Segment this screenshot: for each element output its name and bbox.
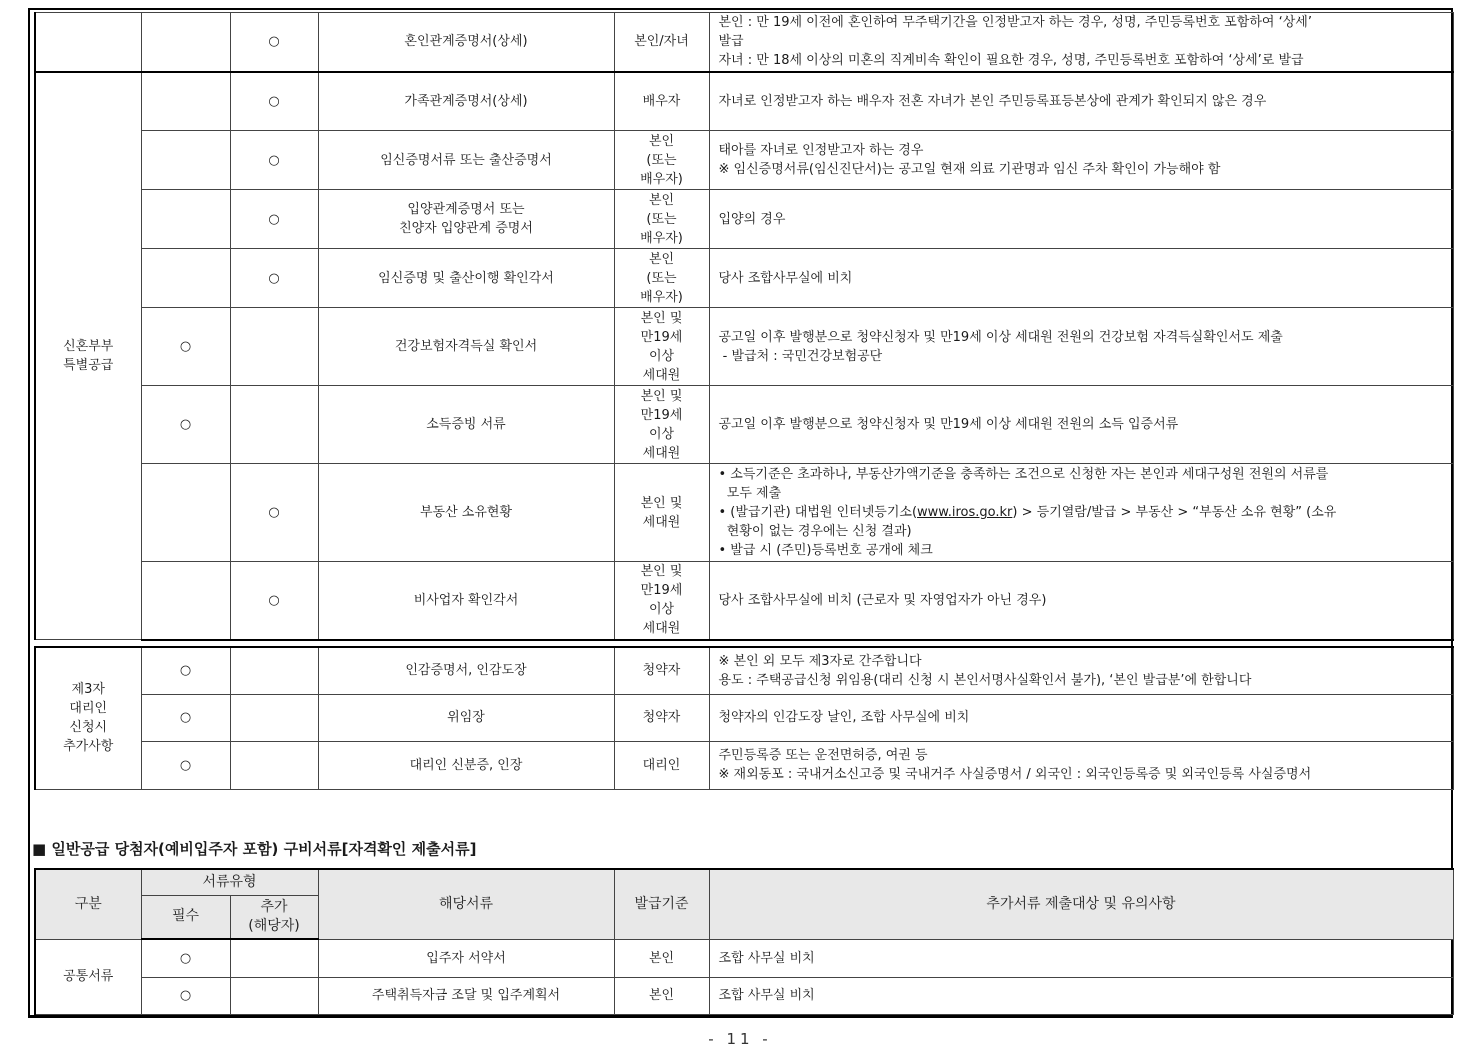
- required-mark: [141, 13, 230, 72]
- notes: 당사 조합사무실에 비치: [709, 249, 1453, 308]
- extra-mark: [230, 977, 318, 1014]
- extra-mark: [230, 386, 318, 464]
- group-label: 신혼부부 특별공급: [35, 72, 141, 640]
- table-row: [35, 694, 1453, 741]
- table-row: [35, 939, 1453, 977]
- table-row: [35, 562, 1453, 640]
- table-row: [35, 190, 1453, 249]
- document-name: 입주자 서약서: [318, 939, 614, 977]
- section-heading: ■ 일반공급 당첨자(예비입주자 포함) 구비서류[자격확인 제출서류]: [32, 840, 477, 858]
- document-name: 임신증명 및 출산이행 확인각서: [318, 249, 614, 308]
- table-row: [35, 464, 1453, 562]
- required-mark: ○: [141, 386, 230, 464]
- required-mark: ○: [141, 741, 230, 789]
- required-mark: ○: [141, 647, 230, 694]
- header-row: [35, 869, 1453, 895]
- extra-mark: [230, 939, 318, 977]
- document-name: 입양관계증명서 또는 친양자 입양관계 증명서: [318, 190, 614, 249]
- table-row: [35, 249, 1453, 308]
- notes: 청약자의 인감도장 날인, 조합 사무실에 비치: [709, 694, 1453, 741]
- extra-mark: ○: [230, 562, 318, 640]
- notes: 조합 사무실 비치: [709, 939, 1453, 977]
- notes: 입양의 경우: [709, 190, 1453, 249]
- required-mark: [141, 249, 230, 308]
- table-row: [35, 647, 1453, 694]
- extra-mark: ○: [230, 131, 318, 190]
- newlywed-documents-table: [34, 12, 1454, 641]
- issue-basis: 본인 (또는 배우자): [614, 249, 709, 308]
- group-label: 공통서류: [35, 939, 141, 1014]
- proxy-documents-table: [34, 646, 1454, 790]
- extra-mark: [230, 647, 318, 694]
- document-name: 비사업자 확인각서: [318, 562, 614, 640]
- group-cell: [35, 13, 141, 72]
- required-mark: [141, 562, 230, 640]
- extra-mark: ○: [230, 72, 318, 131]
- issue-basis: 대리인: [614, 741, 709, 789]
- col-doc-type: 서류유형: [141, 869, 318, 895]
- extra-mark: [230, 308, 318, 386]
- table-row: [35, 308, 1453, 386]
- col-notes: 추가서류 제출대상 및 유의사항: [709, 869, 1453, 939]
- table-row: [35, 72, 1453, 131]
- notes: 조합 사무실 비치: [709, 977, 1453, 1014]
- notes: 태아를 자녀로 인정받고자 하는 경우 ※ 임신증명서류(임신진단서)는 공고일 현재 의료 기관명과 임신 주차 확인이 가능해야 함: [709, 131, 1453, 190]
- document-name: 인감증명서, 인감도장: [318, 647, 614, 694]
- group-label: 제3자 대리인 신청시 추가사항: [35, 647, 141, 789]
- issue-basis: 본인 (또는 배우자): [614, 190, 709, 249]
- document-name: 위임장: [318, 694, 614, 741]
- issue-basis: 본인 및 만19세 이상 세대원: [614, 562, 709, 640]
- col-basis: 발급기준: [614, 869, 709, 939]
- table-row: [35, 131, 1453, 190]
- extra-mark: ○: [230, 249, 318, 308]
- required-mark: ○: [141, 308, 230, 386]
- issue-basis: 본인: [614, 939, 709, 977]
- required-mark: [141, 190, 230, 249]
- issue-basis: 본인: [614, 977, 709, 1014]
- required-mark: ○: [141, 939, 230, 977]
- issue-basis: 배우자: [614, 72, 709, 131]
- extra-mark: [230, 694, 318, 741]
- col-required: 필수: [141, 895, 230, 939]
- notes: • 소득기준은 초과하나, 부동산가액기준을 충족하는 조건으로 신청한 자는 본인과 세대구성원 전원의 서류를 모두 제출 • (발급기관) 대법원 인터넷등기소(www.iros.go.kr) > 등기열람/발급 > 부동산 > “부동산 소유 현황” (소유 현황이 없는 경우에는 신청 결과) • 발급 시 (주민)등록번호 공개에 체크: [709, 464, 1453, 562]
- notes: 공고일 이후 발행분으로 청약신청자 및 만19세 이상 세대원 전원의 소득 입증서류: [709, 386, 1453, 464]
- general-supply-table: [34, 868, 1454, 1015]
- table-row: [35, 977, 1453, 1014]
- required-mark: [141, 464, 230, 562]
- document-name: 임신증명서류 또는 출산증명서: [318, 131, 614, 190]
- document-name: 소득증빙 서류: [318, 386, 614, 464]
- notes: 자녀로 인정받고자 하는 배우자 전혼 자녀가 본인 주민등록표등본상에 관계가 확인되지 않은 경우: [709, 72, 1453, 131]
- document-name: 주택취득자금 조달 및 입주계획서: [318, 977, 614, 1014]
- required-mark: ○: [141, 977, 230, 1014]
- required-mark: [141, 72, 230, 131]
- extra-mark: ○: [230, 464, 318, 562]
- document-name: 부동산 소유현황: [318, 464, 614, 562]
- issue-basis: 청약자: [614, 694, 709, 741]
- col-document: 해당서류: [318, 869, 614, 939]
- issue-basis: 본인 및 만19세 이상 세대원: [614, 386, 709, 464]
- extra-mark: [230, 741, 318, 789]
- required-mark: ○: [141, 694, 230, 741]
- required-mark: [141, 131, 230, 190]
- extra-mark: ○: [230, 13, 318, 72]
- page-number: - 11 -: [708, 1030, 772, 1048]
- col-extra: 추가 (해당자): [230, 895, 318, 939]
- table-row: [35, 741, 1453, 789]
- issue-basis: 본인 및 세대원: [614, 464, 709, 562]
- issue-basis: 본인/자녀: [614, 13, 709, 72]
- document-name: 대리인 신분증, 인장: [318, 741, 614, 789]
- notes: 주민등록증 또는 운전면허증, 여권 등 ※ 재외동포 : 국내거소신고증 및 국내거주 사실증명서 / 외국인 : 외국인등록증 및 외국인등록 사실증명서: [709, 741, 1453, 789]
- document-name: 건강보험자격득실 확인서: [318, 308, 614, 386]
- col-category: 구분: [35, 869, 141, 939]
- notes: 공고일 이후 발행분으로 청약신청자 및 만19세 이상 세대원 전원의 건강보험 자격득실확인서도 제출 - 발급처 : 국민건강보험공단: [709, 308, 1453, 386]
- document-name: 혼인관계증명서(상세): [318, 13, 614, 72]
- issue-basis: 본인 (또는 배우자): [614, 131, 709, 190]
- notes: 당사 조합사무실에 비치 (근로자 및 자영업자가 아닌 경우): [709, 562, 1453, 640]
- notes: 본인 : 만 19세 이전에 혼인하여 무주택기간을 인정받고자 하는 경우, 성명, 주민등록번호 포함하여 ‘상세’ 발급 자녀 : 만 18세 이상의 미혼의 직계비속 확인이 필요한 경우, 성명, 주민등록번호 포함하여 ‘상세’로 발급: [709, 13, 1453, 72]
- document-name: 가족관계증명서(상세): [318, 72, 614, 131]
- table-row: [35, 386, 1453, 464]
- issue-basis: 청약자: [614, 647, 709, 694]
- extra-mark: ○: [230, 190, 318, 249]
- issue-basis: 본인 및 만19세 이상 세대원: [614, 308, 709, 386]
- iros-link[interactable]: www.iros.go.kr: [917, 505, 1013, 520]
- table-row: [35, 13, 1453, 72]
- notes: ※ 본인 외 모두 제3자로 간주합니다 용도 : 주택공급신청 위임용(대리 신청 시 본인서명사실확인서 불가), ‘본인 발급분’에 한합니다: [709, 647, 1453, 694]
